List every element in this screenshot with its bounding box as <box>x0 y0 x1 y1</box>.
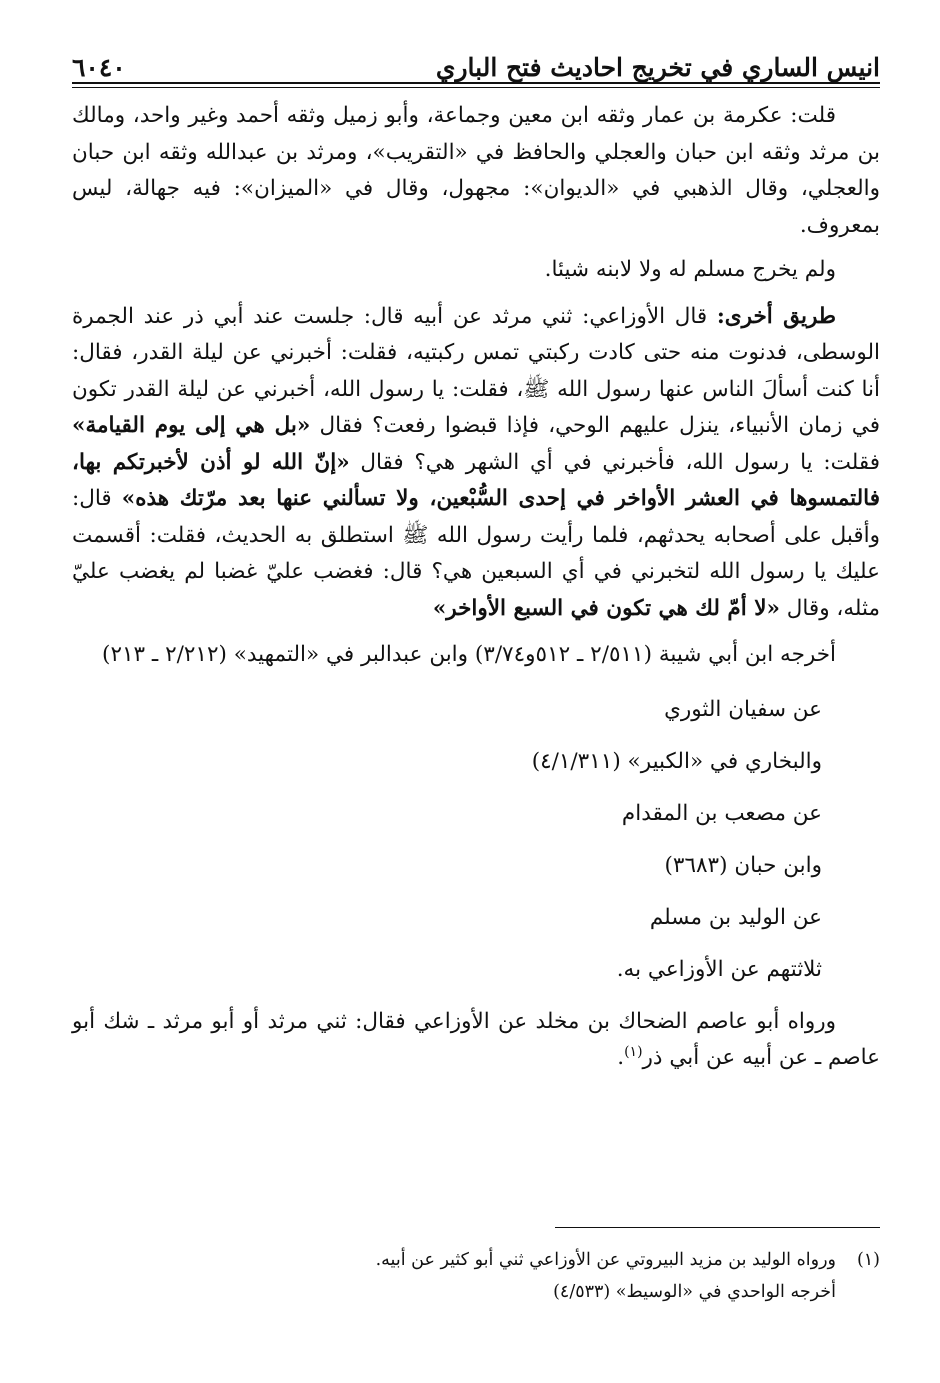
route-heading: طريق أخرى: <box>716 303 836 329</box>
hadith-quote-1: «بل هي إلى يوم القيامة» <box>72 413 311 438</box>
paragraph-abu-asim <box>72 1004 880 1077</box>
hadith-quote-2: «إنّ الله لو أذن لأخبرتكم بها، فالتمسوها في العشر الأواخر في إحدى السُّبْعين، ولا تسألني عنها بعد مرّتك هذه» <box>72 449 880 511</box>
chain-line: عن مصعب بن المقدام <box>621 800 822 826</box>
narration-text-2: فقلت: يا رسول الله، فأخبرني في أي الشهر هي؟ فقال <box>349 449 880 475</box>
book-title: انيس الساري في تخريج احاديث فتح الباري <box>435 53 880 82</box>
footnotes <box>72 1244 880 1308</box>
chain-line: والبخاري في «الكبير» (٤/١/٣١١) <box>531 748 822 774</box>
abu-asim-end: . <box>617 1045 625 1070</box>
footnote-rule <box>555 1227 880 1228</box>
footnote-text: ورواه الوليد بن مزيد البيروتي عن الأوزاعي ثني أبو كثير عن أبيه. <box>375 1250 836 1270</box>
footnote-reference[interactable]: (١) <box>624 1043 643 1060</box>
hadith-quote-3: «لا أمّ لك هي تكون في السبع الأواخر» <box>432 595 780 621</box>
paragraph-muslim-note: ولم يخرج مسلم له ولا لابنه شيئا. <box>544 257 836 282</box>
isnad-chain <box>72 684 880 996</box>
page-body <box>72 98 880 1077</box>
abu-asim-text: ورواه أبو عاصم الضحاك بن مخلد عن الأوزاعي فقال: ثني مرثد أو أبو مرثد ـ شك أبو عاصم ـ عن أبيه عن أبي ذر <box>72 1008 880 1070</box>
paragraph-another-route <box>72 299 880 628</box>
chain-line: ثلاثتهم عن الأوزاعي به. <box>616 956 822 982</box>
footnote-1 <box>72 1244 880 1276</box>
narration-text-1: قال الأوزاعي: ثني مرثد عن أبيه قال: جلست عند أبي ذر عند الجمرة الوسطى، فدنوت منه حتى كادت ركبتي تمس ركبتيه، فقلت: أخبرني عن ليلة القدر، فقال: أنا كنت أسألَ الناس عنها رسول الله ﷺ، فقلت: يا رسول الله، أخبرني عن ليلة القدر تكون في زمان الأنبياء، ينزل عليهم الوحي، فإذا قبضوا رفعت؟ فقال <box>72 303 880 438</box>
paragraph-narrator-assessment: قلت: عكرمة بن عمار وثقه ابن معين وجماعة، وأبو زميل وثقه أحمد وغير واحد، ومالك بن مرثد وثقه ابن حبان والعجلي والحافظ في «التقريب»، ومرثد بن عبدالله وثقه ابن حبان والعجلي، وقال الذهبي في «الديوان»: مجهول، وقال في «الميزان»: فيه جهالة، ليس بمعروف. <box>72 103 880 238</box>
chain-line: وابن حبان (٣٦٨٣) <box>664 852 822 878</box>
footnote-number: (١) <box>856 1250 880 1270</box>
running-header <box>72 38 880 82</box>
paragraph-takhrij: أخرجه ابن أبي شيبة (٢/٥١١ ـ ٥١٢و٣/٧٤) وابن عبدالبر في «التمهيد» (٢/٢١٢ ـ ٢١٣) <box>102 642 836 667</box>
header-rule <box>72 82 880 88</box>
narration-text-3: قال: وأقبل على أصحابه يحدثهم، فلما رأيت رسول الله ﷺ استطلق به الحديث، فقلت: أقسمت عليك يا رسول الله لتخبرني في أي السبعين هي؟ قال: فغضب عليّ غضبا لم يغضب عليّ مثله، وقال <box>72 486 880 621</box>
chain-line: عن الوليد بن مسلم <box>649 904 822 930</box>
footnote-continuation: أخرجه الواحدي في «الوسيط» (٤/٥٣٣) <box>553 1282 836 1302</box>
chain-line: عن سفيان الثوري <box>664 696 822 722</box>
page-number: ٦٠٤٠ <box>72 53 126 82</box>
